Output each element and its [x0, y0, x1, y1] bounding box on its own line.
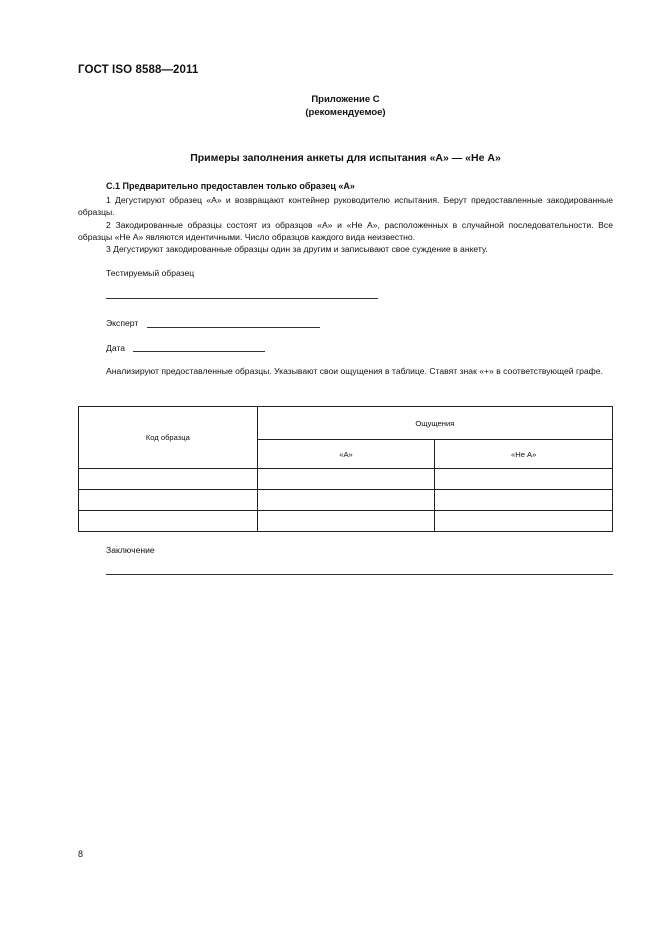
a-cell[interactable] [257, 511, 435, 532]
tested-sample-field[interactable] [106, 298, 378, 299]
paragraph-2 [78, 219, 613, 243]
instruction-paragraph [78, 365, 613, 377]
table-row [79, 511, 613, 532]
code-header: Код образца [79, 407, 258, 469]
instruction-text: Анализируют предоставленные образцы. Указывают свои ощущения в таблице. Ставят знак «+» в соответствующей графе. [106, 366, 603, 376]
paragraph-3 [78, 243, 613, 255]
conclusion-label: Заключение [106, 545, 155, 555]
date-label: Дата [106, 343, 126, 353]
not-a-cell[interactable] [435, 511, 613, 532]
not-a-cell[interactable] [435, 490, 613, 511]
paragraph-2-text: 2 Закодированные образцы состоят из образцов «А» и «Не А», расположенных в случайной последовательности. Все образцы «Не А» являются идентичными. Число образцов каждого вида неизвестно. [78, 220, 613, 242]
code-cell[interactable] [79, 511, 258, 532]
table-row [79, 490, 613, 511]
conclusion-field[interactable] [106, 574, 613, 575]
not-a-cell[interactable] [435, 469, 613, 490]
annex-title: Приложение С [311, 94, 380, 105]
paragraph-3-text: 3 Дегустируют закодированные образцы один за другим и записывают свое суждение в анкету. [106, 244, 488, 254]
column-a-header: «А» [257, 440, 435, 469]
document-code: ГОСТ ISO 8588—2011 [78, 64, 199, 76]
a-cell[interactable] [257, 490, 435, 511]
section-heading: С.1 Предварительно предоставлен только образец «А» [106, 181, 355, 191]
page-number: 8 [78, 849, 84, 859]
column-not-a-header: «Не А» [435, 440, 613, 469]
a-cell[interactable] [257, 469, 435, 490]
paragraph-1 [78, 194, 613, 218]
date-field[interactable] [133, 351, 265, 352]
expert-label: Эксперт [106, 318, 139, 328]
table-row [79, 469, 613, 490]
tested-sample-label: Тестируемый образец [106, 268, 195, 278]
response-table [78, 406, 613, 532]
code-cell[interactable] [79, 469, 258, 490]
sensation-header: Ощущения [257, 407, 612, 440]
paragraph-1-text: 1 Дегустируют образец «А» и возвращают контейнер руководителю испытания. Берут предоставленные закодированные образцы. [78, 195, 613, 217]
code-cell[interactable] [79, 490, 258, 511]
main-title: Примеры заполнения анкеты для испытания «А» — «Не А» [190, 152, 501, 164]
expert-field[interactable] [147, 327, 320, 328]
annex-type: (рекомендуемое) [305, 107, 386, 118]
